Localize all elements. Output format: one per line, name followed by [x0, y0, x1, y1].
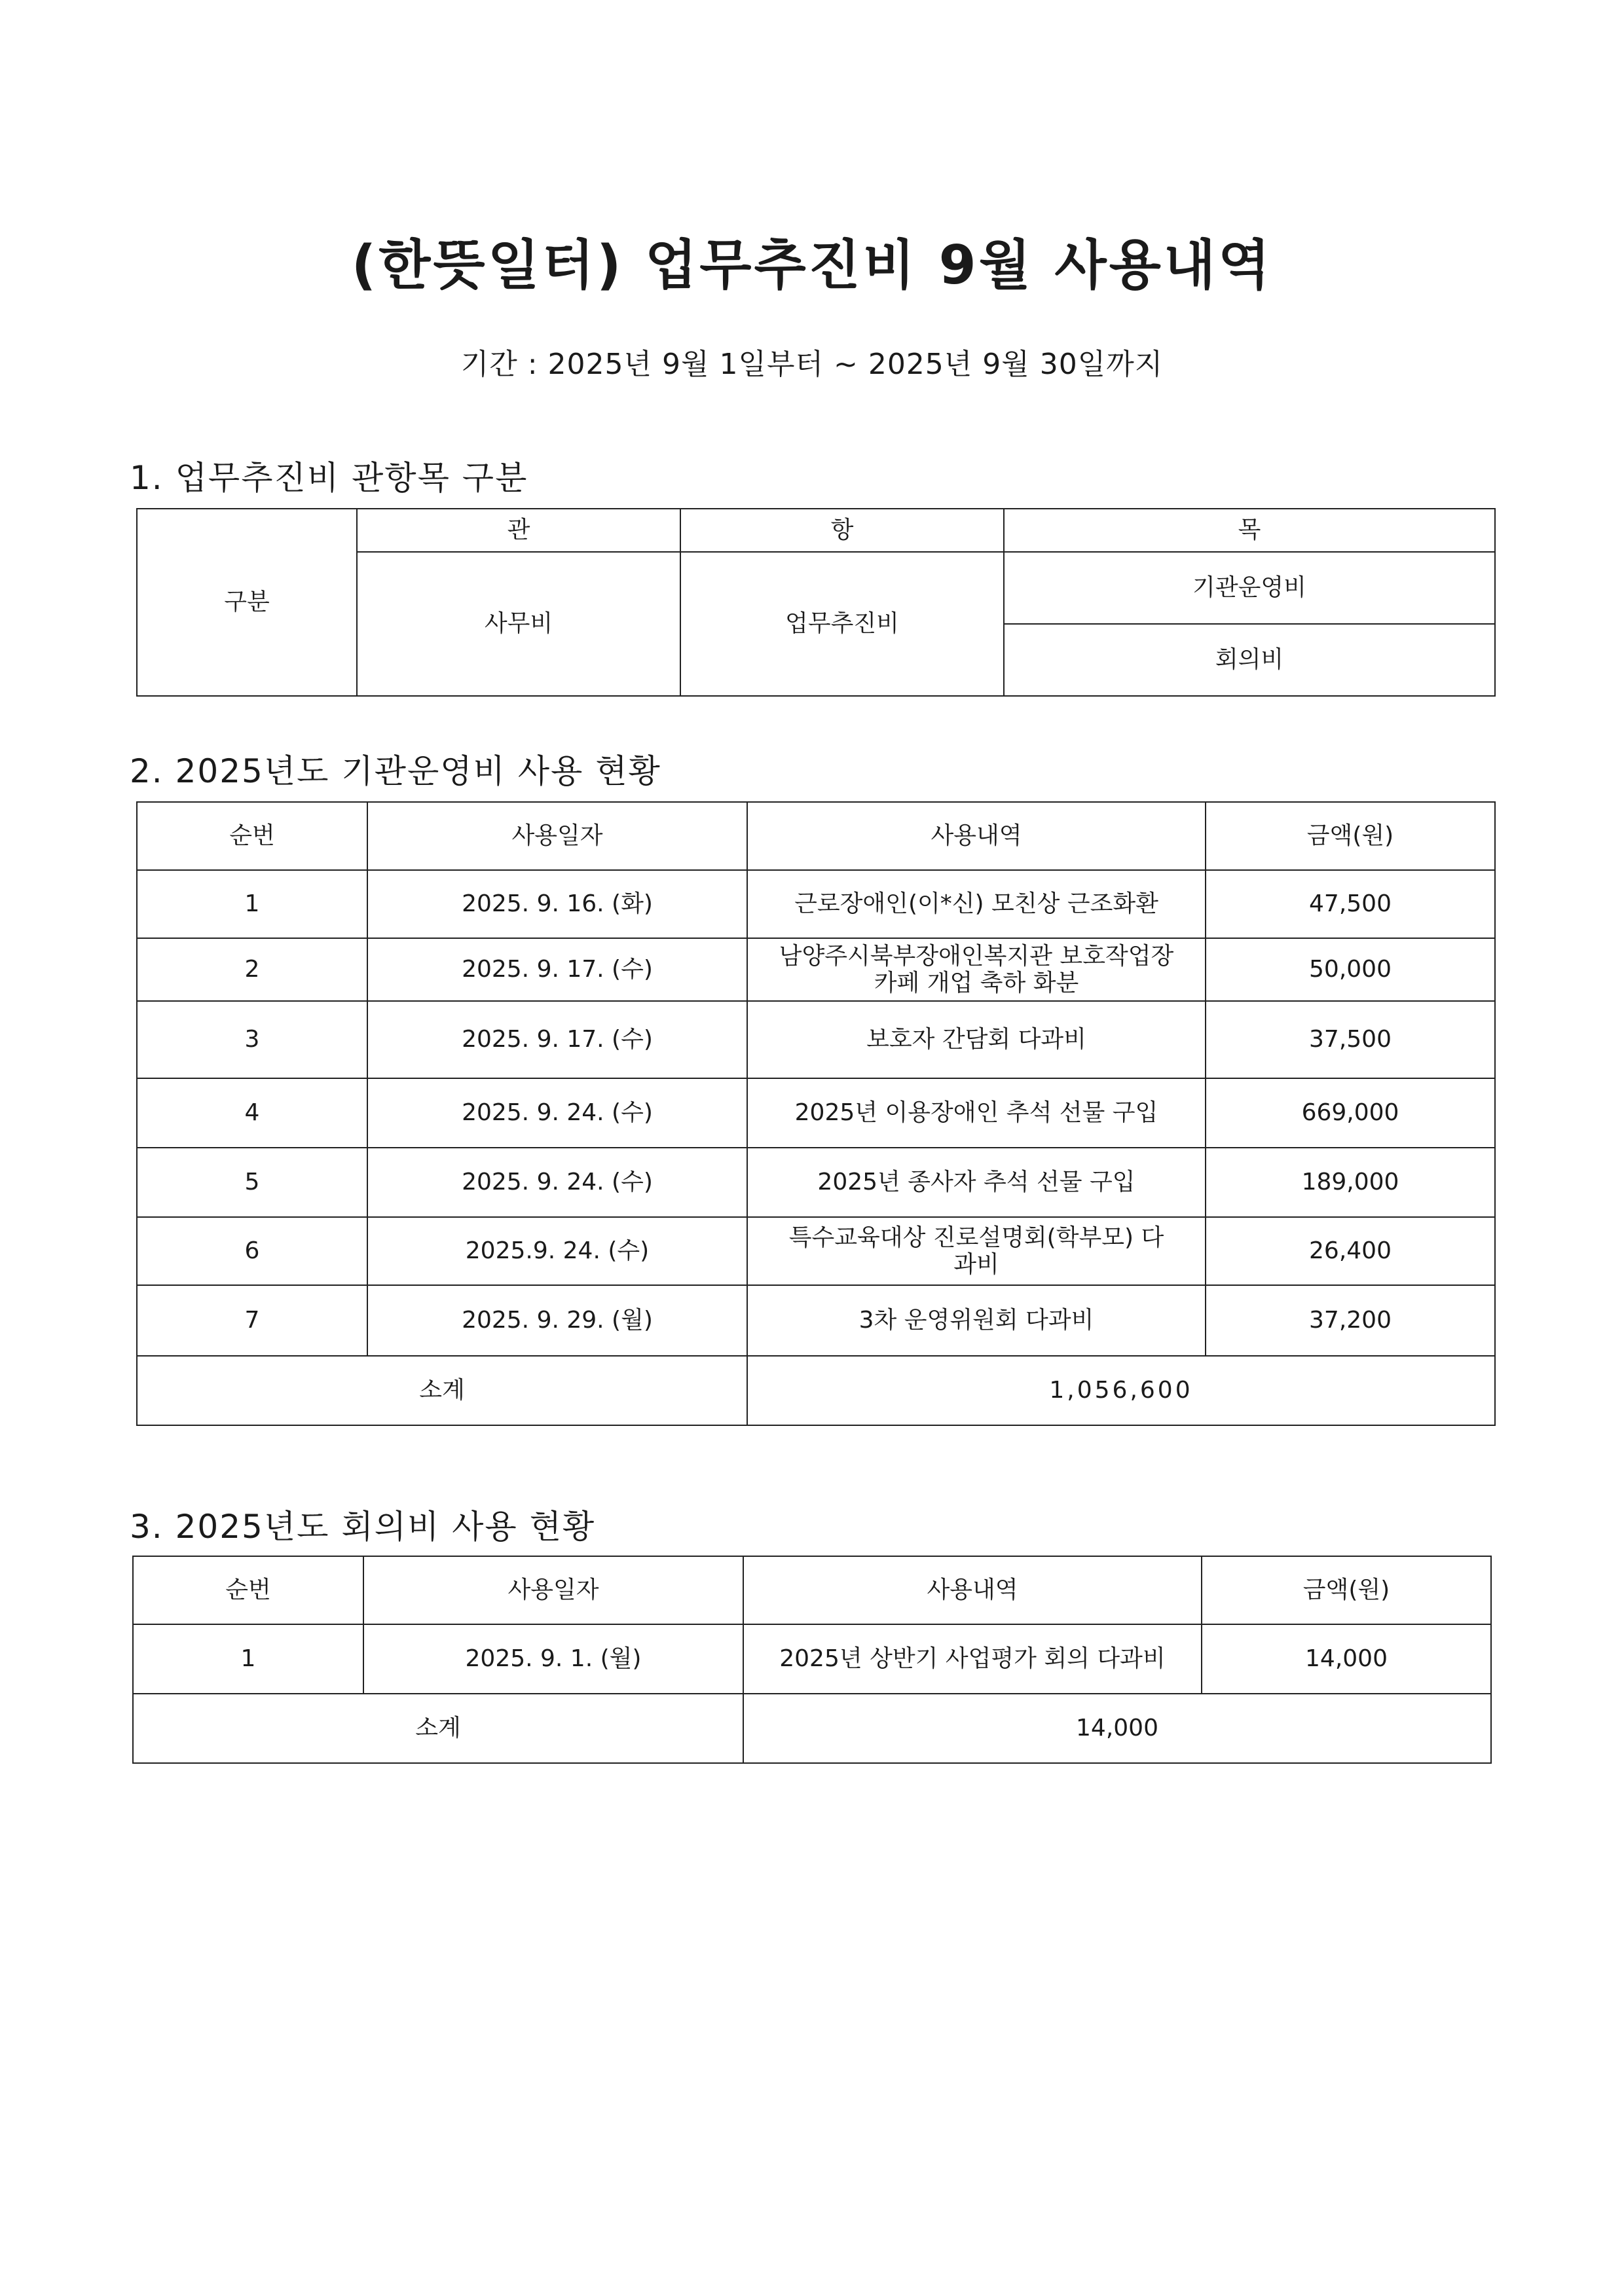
- row-date: 2025. 9. 17. (수): [367, 938, 747, 1001]
- row-date: 2025. 9. 17. (수): [367, 1001, 747, 1078]
- row-desc: 특수교육대상 진로설명회(학부모) 다과비: [747, 1217, 1206, 1285]
- row-amount: 669,000: [1206, 1078, 1495, 1148]
- mok-value: 회의비: [1004, 624, 1495, 696]
- row-amount: 50,000: [1206, 938, 1495, 1001]
- row-date: 2025. 9. 29. (월): [367, 1285, 747, 1356]
- row-desc: 2025년 상반기 사업평가 회의 다과비: [743, 1624, 1202, 1694]
- header-no: 순번: [133, 1556, 363, 1624]
- table-row: [137, 1285, 1495, 1356]
- subtotal-value: 14,000: [743, 1694, 1491, 1763]
- hang-value: 업무추진비: [680, 552, 1004, 696]
- meeting-expense-table: [132, 1556, 1492, 1764]
- row-no: 4: [137, 1078, 367, 1148]
- gwan-value: 사무비: [357, 552, 680, 696]
- subtotal-value: 1,056,600: [747, 1356, 1495, 1425]
- row-date: 2025. 9. 1. (월): [363, 1624, 743, 1694]
- row-no: 1: [133, 1624, 363, 1694]
- row-desc: 보호자 간담회 다과비: [747, 1001, 1206, 1078]
- header-date: 사용일자: [363, 1556, 743, 1624]
- row-amount: 47,500: [1206, 870, 1495, 938]
- document-title: (한뜻일터) 업무추진비 9월 사용내역: [351, 234, 1273, 297]
- row-date: 2025. 9. 24. (수): [367, 1078, 747, 1148]
- header-amount: 금액(원): [1206, 802, 1495, 870]
- operation-expense-table: [136, 801, 1496, 1426]
- row-amount: 189,000: [1206, 1148, 1495, 1217]
- table-row: [137, 1078, 1495, 1148]
- row-desc: 2025년 종사자 추석 선물 구입: [747, 1148, 1206, 1217]
- row-amount: 26,400: [1206, 1217, 1495, 1285]
- col-gwan-header: 관: [357, 509, 680, 552]
- subtotal-row: [133, 1694, 1491, 1763]
- section1-heading: 1. 업무추진비 관항목 구분: [130, 459, 528, 497]
- table-row: [137, 1148, 1495, 1217]
- category-row-header: 구분: [137, 509, 357, 696]
- row-no: 3: [137, 1001, 367, 1078]
- col-mok-header: 목: [1004, 509, 1495, 552]
- row-no: 1: [137, 870, 367, 938]
- table-row: [137, 1217, 1495, 1285]
- subtotal-label: 소계: [133, 1694, 743, 1763]
- subtotal-row: [137, 1356, 1495, 1425]
- subtotal-label: 소계: [137, 1356, 747, 1425]
- row-no: 5: [137, 1148, 367, 1217]
- row-date: 2025.9. 24. (수): [367, 1217, 747, 1285]
- table-row: [137, 938, 1495, 1001]
- row-date: 2025. 9. 16. (화): [367, 870, 747, 938]
- table-row: [137, 870, 1495, 938]
- header-desc: 사용내역: [747, 802, 1206, 870]
- header-amount: 금액(원): [1202, 1556, 1491, 1624]
- table-row: [133, 1624, 1491, 1694]
- period-text: 기간 : 2025년 9월 1일부터 ~ 2025년 9월 30일까지: [460, 348, 1164, 381]
- row-no: 6: [137, 1217, 367, 1285]
- section3-heading: 3. 2025년도 회의비 사용 현황: [130, 1508, 596, 1546]
- section2-heading: 2. 2025년도 기관운영비 사용 현황: [130, 752, 661, 790]
- row-amount: 14,000: [1202, 1624, 1491, 1694]
- header-no: 순번: [137, 802, 367, 870]
- mok-value: 기관운영비: [1004, 552, 1495, 624]
- row-desc: 근로장애인(이*신) 모친상 근조화환: [747, 870, 1206, 938]
- row-no: 2: [137, 938, 367, 1001]
- row-desc: 남양주시북부장애인복지관 보호작업장 카페 개업 축하 화분: [747, 938, 1206, 1001]
- header-date: 사용일자: [367, 802, 747, 870]
- row-amount: 37,200: [1206, 1285, 1495, 1356]
- col-hang-header: 항: [680, 509, 1004, 552]
- row-no: 7: [137, 1285, 367, 1356]
- header-desc: 사용내역: [743, 1556, 1202, 1624]
- table-row: [137, 1001, 1495, 1078]
- row-desc: 2025년 이용장애인 추석 선물 구입: [747, 1078, 1206, 1148]
- row-date: 2025. 9. 24. (수): [367, 1148, 747, 1217]
- row-desc: 3차 운영위원회 다과비: [747, 1285, 1206, 1356]
- row-amount: 37,500: [1206, 1001, 1495, 1078]
- account-category-table: [136, 508, 1496, 697]
